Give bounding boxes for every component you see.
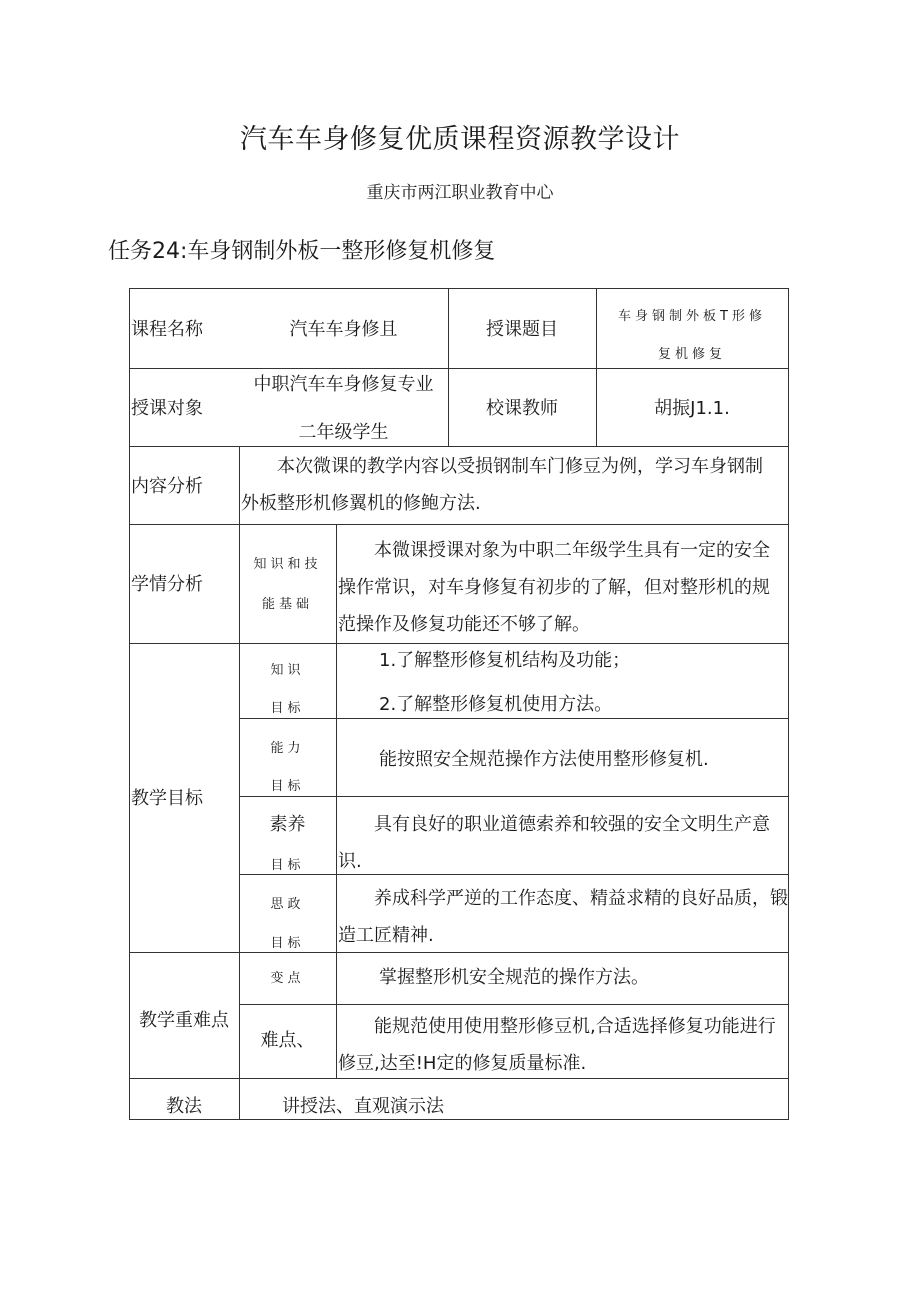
knowledge-item-2: 2.了解整形修复机使用方法。 xyxy=(379,694,613,715)
method-text: 讲授法、直观演示法 xyxy=(282,1096,444,1117)
quality-sub-label: 素养 xyxy=(269,814,306,835)
learner-analysis-text: 本微课授课对象为中职二年级学生具有一定的安全操作常识，对车身修复有初步的了解，但对整形机的规范操作及修复功能还不够了解。 xyxy=(338,540,770,635)
lesson-topic-value-cont: 复机修复 xyxy=(657,347,726,362)
lesson-topic-label: 授课题目 xyxy=(486,319,558,340)
knowledge-sub-label-cont: 目标 xyxy=(270,701,305,716)
learner-analysis-label: 学情分析 xyxy=(131,574,203,595)
ideology-sub-label: 思政 xyxy=(270,897,305,912)
learner-sub-label: 知识和技 xyxy=(253,557,322,572)
focus-sub-label: 变点 xyxy=(270,971,305,986)
audience-value: 中职汽车车身修复专业 xyxy=(253,374,434,395)
audience-label: 授课对象 xyxy=(131,398,203,419)
course-name-value: 汽车车身修且 xyxy=(289,319,398,340)
teacher-value: 胡振J1.1. xyxy=(654,398,730,419)
ability-text: 能按照安全规范操作方法使用整形修复机. xyxy=(379,749,709,770)
institution-name: 重庆市两江职业教育中心 xyxy=(366,183,554,203)
task-heading: 任务24:车身钢制外板一整形修复机修复 xyxy=(108,239,496,264)
ideology-sub-label-cont: 目标 xyxy=(270,936,305,951)
content-analysis-label: 内容分析 xyxy=(131,476,203,497)
course-name-label: 课程名称 xyxy=(131,319,203,340)
knowledge-item-1: 1.了解整形修复机结构及功能； xyxy=(379,650,631,671)
ability-sub-label-cont: 目标 xyxy=(270,779,305,794)
learner-sub-label-cont: 能基础 xyxy=(261,597,313,612)
key-points-label: 教学重难点 xyxy=(139,1010,229,1031)
page-title: 汽车车身修复优质课程资源教学设计 xyxy=(240,124,680,155)
quality-text: 具有良好的职业道德索养和较强的安全文明生产意识. xyxy=(338,814,770,872)
quality-sub-label-cont: 目标 xyxy=(270,858,305,873)
content-analysis-text: 本次微课的教学内容以受损钢制车门修豆为例，学习车身钢制外板整形机修翼机的修鲍方法. xyxy=(241,456,763,514)
knowledge-sub-label: 知识 xyxy=(270,663,305,678)
focus-text: 掌握整形机安全规范的操作方法。 xyxy=(379,967,649,988)
difficulty-sub-label: 难点、 xyxy=(260,1030,315,1051)
objectives-label: 教学目标 xyxy=(131,788,203,809)
lesson-topic-value: 车身钢制外板T形修 xyxy=(618,309,766,324)
ability-sub-label: 能力 xyxy=(270,741,305,756)
teacher-label: 校课教师 xyxy=(486,398,558,419)
ideology-text: 养成科学严逆的工作态度、精益求精的良好品质，锻造工匠精神. xyxy=(338,888,788,946)
difficulty-text: 能规范使用使用整形修豆机,合适选择修复功能进行修豆,达至!H定的修复质量标准. xyxy=(338,1016,776,1074)
method-label: 教法 xyxy=(166,1096,202,1117)
audience-value-cont: 二年级学生 xyxy=(298,422,389,443)
lesson-design-table xyxy=(129,288,789,1120)
